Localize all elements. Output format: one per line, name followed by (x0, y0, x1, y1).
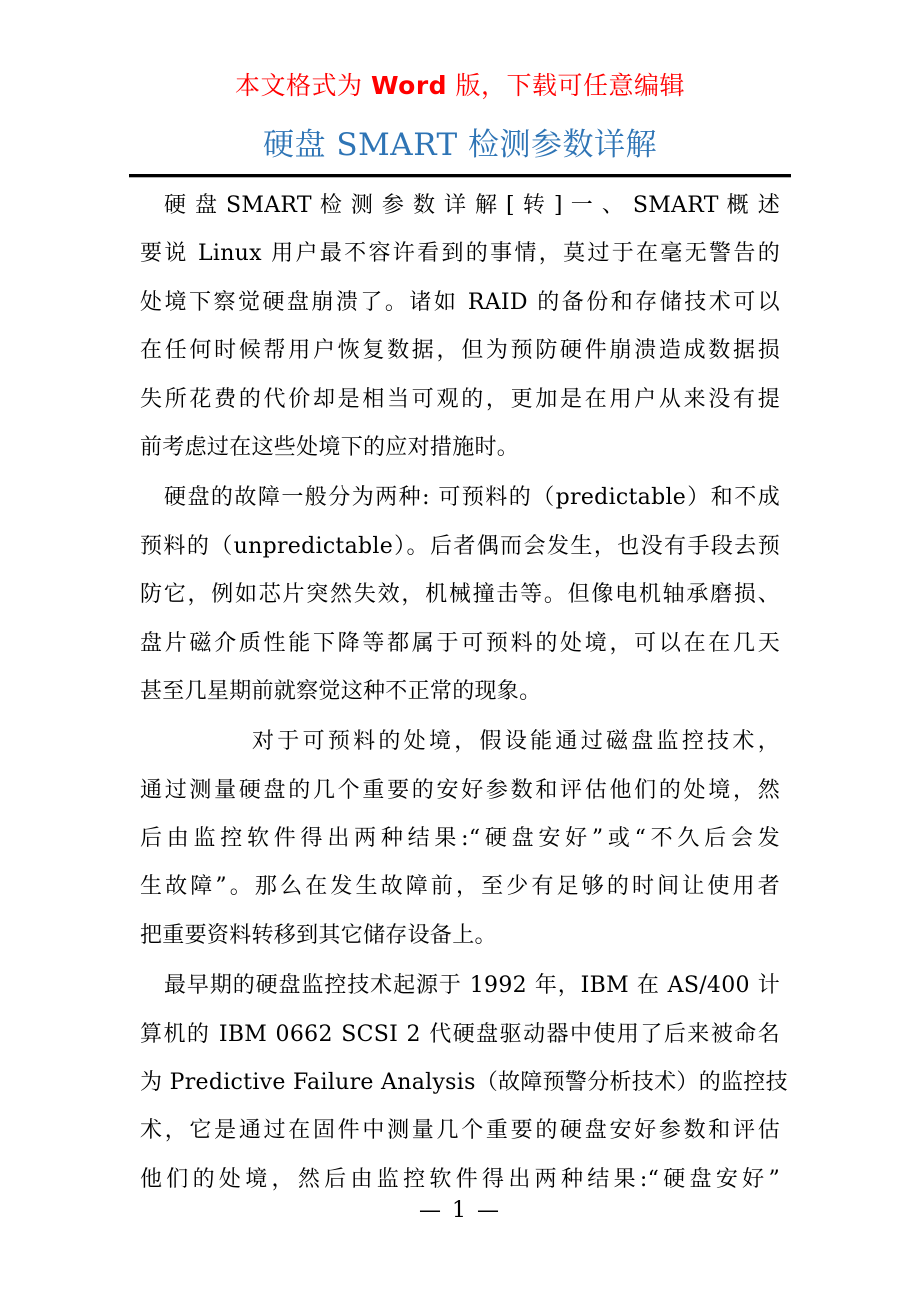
text-line: 最早期的硬盘监控技术起源于 1992 年，IBM 在 AS/400 计 (164, 973, 780, 999)
paragraph-history (140, 962, 788, 1204)
text-line: 失所花费的代价却是相当可观的，更加是在用户从来没有提 (140, 386, 780, 412)
text-line: 他们的处境，然后由监控软件得出两种结果:“硬盘安好” (140, 1166, 780, 1192)
paragraph-smart-overview (140, 182, 780, 472)
document-body (140, 182, 788, 1204)
text-line: 算机的 IBM 0662 SCSI 2 代硬盘驱动器中使用了后来被命名 (140, 1021, 780, 1047)
text-line: 对于可预料的处境，假设能通过磁盘监控技术， (252, 729, 780, 755)
paragraph-failure-types (140, 474, 780, 716)
paragraph-predictable-monitoring (140, 718, 780, 960)
text-line: 要说 Linux 用户最不容许看到的事情，莫过于在毫无警告的 (140, 241, 780, 267)
text-line: 硬 盘 SMART 检 测 参 数 详 解 [ 转 ] 一 、 SMART 概 述 (164, 193, 780, 218)
title-divider (129, 174, 791, 177)
banner-word: Word (370, 71, 448, 100)
text-line: 在任何时候帮用户恢复数据，但为预防硬件崩溃造成数据损 (140, 338, 780, 364)
text-line: 为 Predictive Failure Analysis（故障预警分析技术）的监控技 (140, 1070, 788, 1096)
text-line: 处境下察觉硬盘崩溃了。诸如 RAID 的备份和存储技术可以 (140, 289, 780, 315)
text-line: 防它，例如芯片突然失效，机械撞击等。但像电机轴承磨损、 (140, 582, 780, 608)
text-line: 甚至几星期前就察觉这种不正常的现象。 (140, 678, 542, 704)
document-title: 硬盘 SMART 检测参数详解 (262, 127, 658, 163)
page-number: — 1 — (419, 1198, 501, 1223)
text-line: 把重要资料转移到其它储存设备上。 (140, 922, 497, 948)
text-line: 预料的（unpredictable）。后者偶而会发生，也没有手段去预 (140, 533, 780, 559)
text-line: 生故障”。那么在发生故障前，至少有足够的时间让使用者 (140, 874, 780, 900)
banner-suffix: 版，下载可任意编辑 (447, 71, 685, 100)
text-line: 通过测量硬盘的几个重要的安好参数和评估他们的处境，然 (140, 777, 780, 803)
text-line: 术，它是通过在固件中测量几个重要的硬盘安好参数和评估 (140, 1118, 780, 1144)
banner-prefix: 本文格式为 (235, 71, 371, 100)
format-notice-banner (0, 66, 920, 106)
text-line: 硬盘的故障一般分为两种: 可预料的（predictable）和不成 (164, 485, 780, 511)
text-line: 前考虑过在这些处境下的应对措施时。 (140, 434, 520, 460)
text-line: 后由监控软件得出两种结果:“硬盘安好”或“不久后会发 (140, 826, 780, 852)
text-line: 盘片磁介质性能下降等都属于可预料的处境，可以在在几天 (140, 630, 780, 656)
